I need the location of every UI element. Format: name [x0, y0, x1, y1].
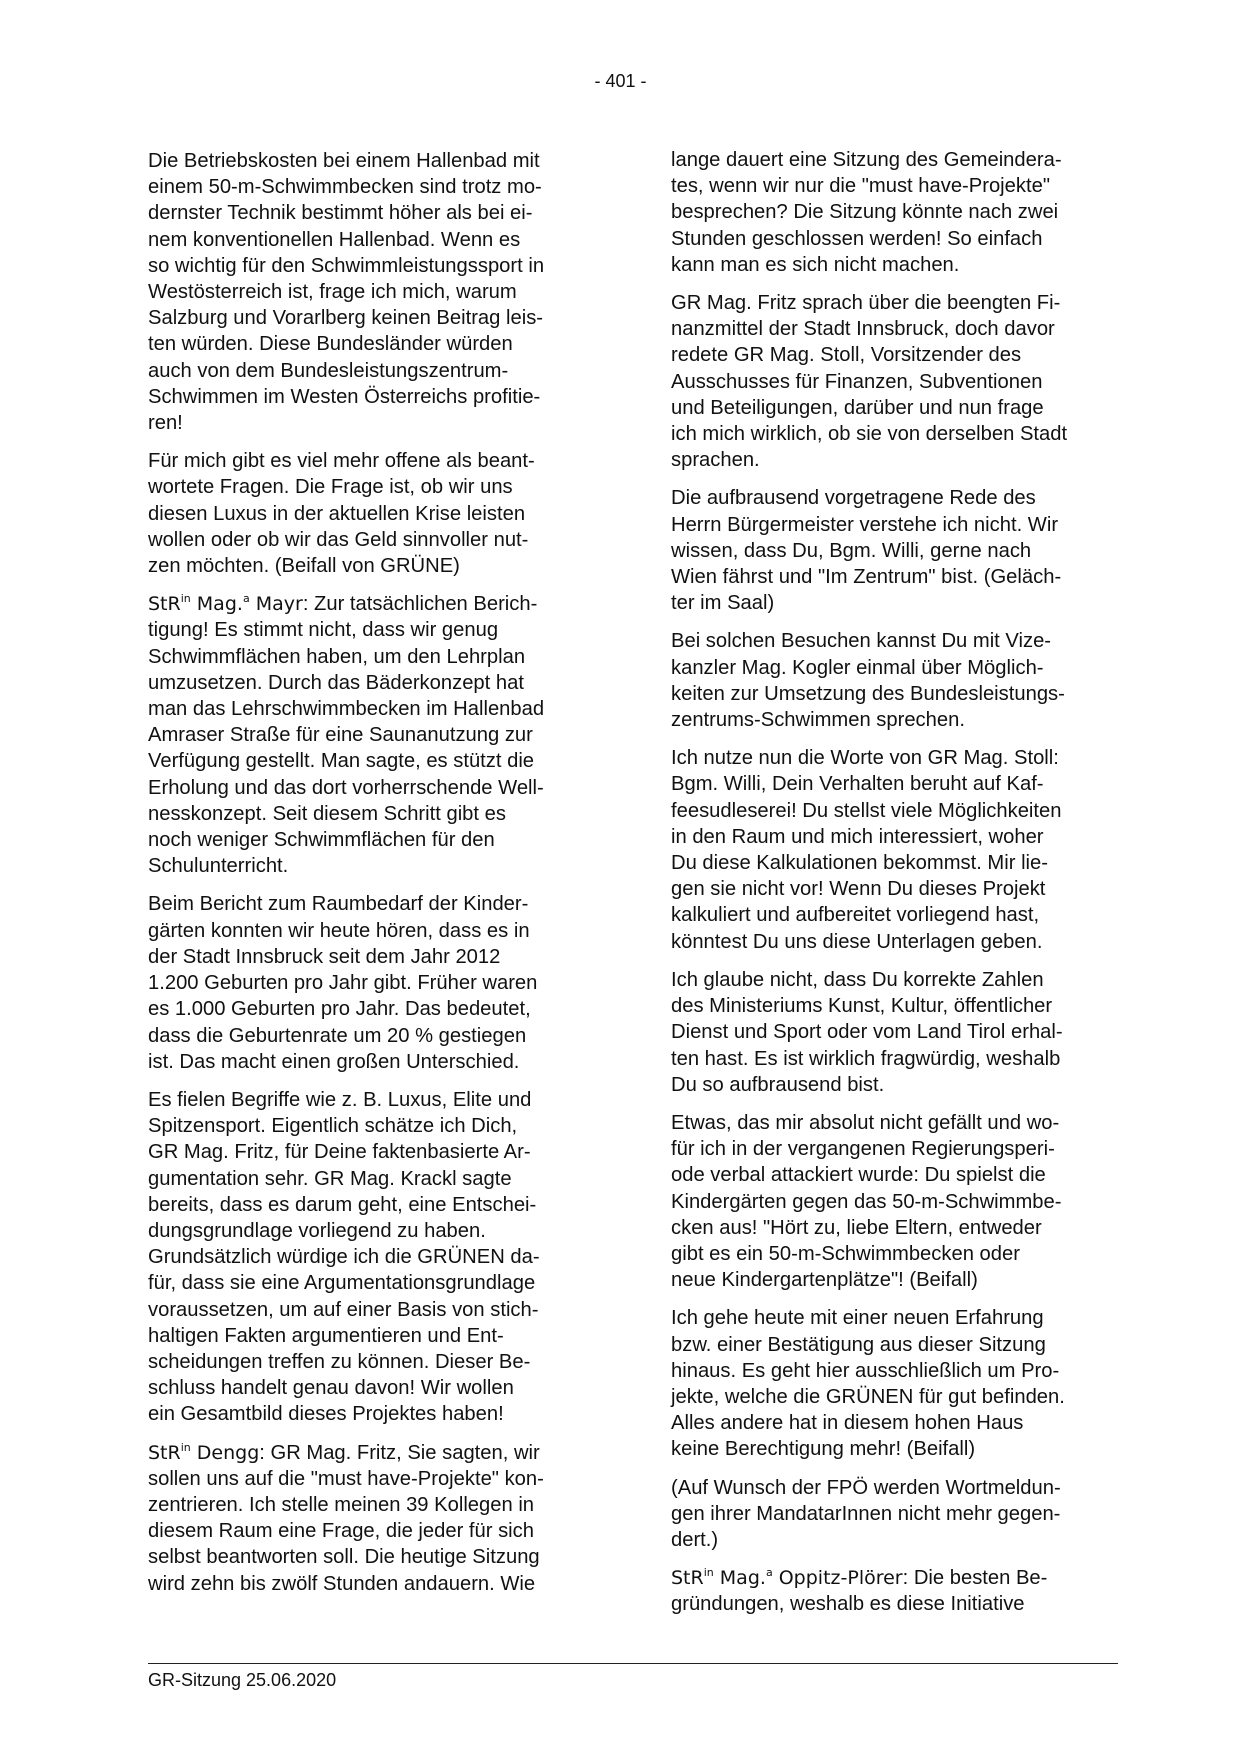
page-number: - 401 - [594, 71, 647, 91]
paragraph: Die aufbrausend vorgetragene Rede des Herrn Bürgermeister verstehe ich nicht. Wir wissen, dass Du, Bgm. Willi, gerne nach Wien fährst und "Im Zentrum" bist. (Geläch- ter im Saal) [671, 487, 1062, 615]
speaker-title: Mag. [713, 1567, 766, 1590]
paragraph: (Auf Wunsch der FPÖ werden Wortmeldun- gen ihrer MandatarInnen nicht mehr gegen- dert.) [671, 1476, 1061, 1551]
paragraph: Es fielen Begriffe wie z. B. Luxus, Elite und Spitzensport. Eigentlich schätze ich Dich, GR Mag. Fritz, für Deine faktenbasierte Ar- gumentation sehr. GR Mag. Krackl sagte bereits, dass es darum geht, eine Entschei- dungsgrundlage vorliegend zu haben. Grundsätzlich würdige ich die GRÜNEN da- für, dass sie eine Argumentationsgrundlage voraussetzen, um auf einer Basis von stich- haltigen Fakten argumentieren und Ent- scheidungen treffen zu können. Dieser Be- schluss handelt genau davon! Wir wollen ein Gesamtbild dieses Projektes haben! [148, 1088, 540, 1426]
speaker-surname: Dengg [190, 1441, 260, 1464]
paragraph: Die Betriebskosten bei einem Hallenbad mit einem 50-m-Schwimmbecken sind trotz mo- dernster Technik bestimmt höher als bei ei- nem konventionellen Hallenbad. Wenn es so wichtig für den Schwimmleistungssport in Westösterreich ist, frage ich mich, warum Salzburg und Vorarlberg keinen Beitrag leis- ten würden. Diese Bundesländer würden auch von dem Bundesleistungszentrum- Schwimmen im Westen Österreichs profitie- ren! [148, 150, 545, 435]
speaker-role-suffix: in [180, 1440, 191, 1454]
speaker-surname: Mayr [249, 593, 303, 616]
speaker-role-suffix: in [180, 592, 191, 606]
paragraph: GR Mag. Fritz sprach über die beengten Fi- nanzmittel der Stadt Innsbruck, doch davor redete GR Mag. Stoll, Vorsitzender des Ausschusses für Finanzen, Subventionen und Beteiligungen, darüber und nun frage ich mich wirklich, ob sie von derselben Stadt sprachen. [671, 292, 1068, 472]
speaker-role: StR [148, 593, 181, 616]
paragraph: Ich glaube nicht, dass Du korrekte Zahlen des Ministeriums Kunst, Kultur, öffentlicher Dienst und Sport oder vom Land Tirol erhal- ten hast. Es ist wirklich fragwürdig, weshalb Du so aufbrausend bist. [671, 968, 1063, 1096]
paragraph: Ich gehe heute mit einer neuen Erfahrung bzw. einer Bestätigung aus dieser Sitzung hinaus. Es geht hier ausschließlich um Pro- jekte, welche die GRÜNEN für gut befinden. Alles andere hat in diesem hohen Haus keine Berechtigung mehr! (Beifall) [671, 1307, 1065, 1461]
paragraph: Ich nutze nun die Worte von GR Mag. Stoll: Bgm. Willi, Dein Verhalten beruht auf Kaf- feesudleserei! Du stellst viele Möglichkeiten in den Raum und mich interessiert, woher Du diese Kalkulationen bekommst. Mir lie- gen sie nicht vor! Wenn Du dieses Projekt kalkuliert und aufbereitet vorliegend hast, könntest Du uns diese Unterlagen geben. [671, 747, 1062, 953]
paragraph: Für mich gibt es viel mehr offene als beant- wortete Fragen. Die Frage ist, ob wir uns diesen Luxus in der aktuellen Krise leisten wollen oder ob wir das Geld sinnvoller nut- zen möchten. (Beifall von GRÜNE) [148, 450, 535, 578]
speaker-paragraph [148, 591, 588, 879]
speaker-role: StR [148, 1441, 181, 1464]
speaker-role: StR [671, 1567, 704, 1590]
right-column [671, 147, 1111, 1630]
speaker-surname: Oppitz-Plörer [772, 1567, 903, 1590]
paragraph: Bei solchen Besuchen kannst Du mit Vize- kanzler Mag. Kogler einmal über Möglich- keiten zur Umsetzung des Bundesleistungs- zentrums-Schwimmen sprechen. [671, 630, 1065, 732]
speaker-role-suffix: in [703, 1566, 714, 1580]
speaker-name [148, 593, 303, 615]
paragraph: Beim Bericht zum Raumbedarf der Kinder- gärten konnten wir heute hören, dass es in der Stadt Innsbruck seit dem Jahr 2012 1.200 Geburten pro Jahr gibt. Früher waren es 1.000 Geburten pro Jahr. Das bedeutet, dass die Geburtenrate um 20 % gestiegen ist. Das macht einen großen Unterschied. [148, 893, 538, 1073]
speaker-title: Mag. [190, 593, 243, 616]
footer-session-date: GR-Sitzung 25.06.2020 [148, 1670, 337, 1690]
speaker-paragraph [148, 1440, 588, 1597]
speaker-paragraph [671, 1565, 1111, 1617]
speaker-name [671, 1567, 903, 1589]
speaker-name [148, 1442, 259, 1464]
speaker-title-suffix: a [242, 592, 250, 606]
speech-text: : Zur tatsächlichen Berich- tigung! Es stimmt nicht, dass wir genug Schwimmflächen haben, um den Lehrplan umzusetzen. Durch das Bäderkonzept hat man das Lehrschwimmbecken im Hallenbad Amraser Straße für eine Saunanutzung zur Verfügung gestellt. Man sagte, es stützt die Erholung und das dort vorherrschende Well- nesskonzept. Seit diesem Schritt gibt es noch weniger Schwimmflächen für den Schulunterricht. [148, 593, 545, 878]
footer-divider [148, 1663, 1118, 1664]
paragraph: Etwas, das mir absolut nicht gefällt und wo- für ich in der vergangenen Regierungsperi- ode verbal attackiert wurde: Du spielst die Kindergärten gegen das 50-m-Schwimmbe- cken aus! "Hört zu, liebe Eltern, entweder gibt es ein 50-m-Schwimmbecken oder neue Kindergartenplätze"! (Beifall) [671, 1111, 1062, 1292]
speech-text: : Die besten Be- gründungen, weshalb es diese Initiative [671, 1567, 1048, 1616]
left-column [148, 148, 588, 1609]
paragraph: lange dauert eine Sitzung des Gemeindera- tes, wenn wir nur die "must have-Projekte" besprechen? Die Sitzung könnte nach zwei Stunden geschlossen werden! So einfach kann man es sich nicht machen. [671, 149, 1062, 276]
speech-text: : GR Mag. Fritz, Sie sagten, wir sollen uns auf die "must have-Projekte" kon- zentrieren. Ich stelle meinen 39 Kollegen in diesem Raum eine Frage, die jeder für sich selbst beantworten soll. Die heutige Sitzung wird zehn bis zwölf Stunden andauern. Wie [148, 1441, 544, 1595]
speaker-title-suffix: a [765, 1566, 773, 1580]
